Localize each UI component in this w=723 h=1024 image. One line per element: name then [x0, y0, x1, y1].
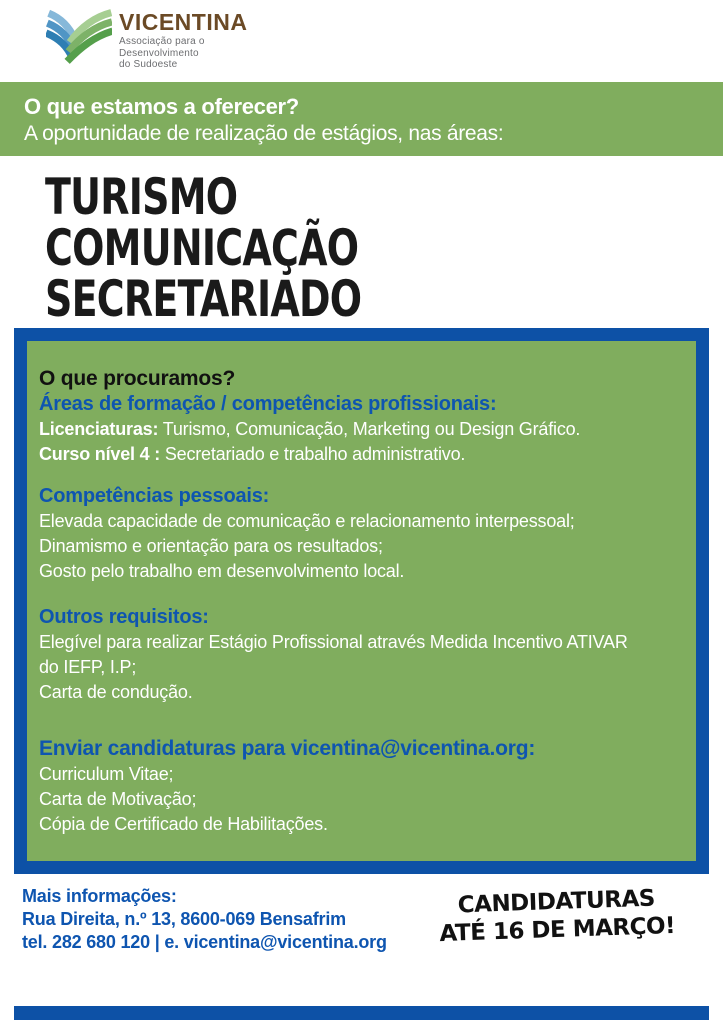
apply-line: Curriculum Vitae; — [39, 764, 174, 784]
logo-tagline — [119, 36, 247, 71]
section-personal-title: Competências pessoais: — [39, 485, 270, 507]
poster-title — [0, 156, 723, 328]
logo-textblock — [119, 8, 247, 71]
contact-address: Rua Direita, n.º 13, 8600-069 Bensafrim — [22, 909, 346, 929]
section-requirements-title: Outros requisitos: — [39, 606, 209, 628]
areas-line-curso — [39, 442, 682, 467]
apply-line: Carta de Motivação; — [39, 789, 197, 809]
title-line-secretariado: SECRETARIADO — [45, 270, 362, 328]
areas-line-lead: Licenciaturas: — [39, 419, 159, 439]
deadline-block — [439, 884, 676, 948]
contact-phone-email: tel. 282 680 120 | e. vicentina@vicentina.org — [22, 932, 387, 952]
contact-block — [22, 885, 387, 954]
section-areas-title: Áreas de formação / competências profissionais: — [39, 393, 497, 415]
apply-line: Cópia de Certificado de Habilitações. — [39, 814, 328, 834]
vicentina-logo-icon — [46, 8, 112, 66]
requirements-line: Carta de condução. — [39, 682, 193, 702]
section-apply-title: Enviar candidaturas para vicentina@vicentina.org: — [39, 737, 536, 760]
logo-wordmark: VICENTINA — [119, 9, 248, 35]
logo-tagline-line: Desenvolvimento — [119, 47, 199, 59]
requirements-line: Elegível para realizar Estágio Profissional através Medida Incentivo ATIVAR — [39, 632, 628, 652]
title-line-turismo: TURISMO — [45, 168, 238, 226]
requirements-line: do IEFP, I.P; — [39, 657, 137, 677]
footer — [0, 874, 723, 954]
box-heading: O que procuramos? — [39, 367, 236, 390]
logo-tagline-line: Associação para o — [119, 36, 205, 47]
info-box — [14, 328, 709, 874]
personal-line: Elevada capacidade de comunicação e relacionamento interpessoal; — [39, 511, 575, 531]
areas-line-text: Turismo, Comunicação, Marketing ou Design Gráfico. — [158, 419, 581, 439]
banner-subheading: A oportunidade de realização de estágios, nas áreas: — [24, 122, 504, 145]
deadline-line: ATÉ 16 DE MARÇO! — [439, 912, 676, 948]
header — [0, 0, 723, 82]
areas-line-lead: Curso nível 4 : — [39, 444, 161, 464]
contact-heading: Mais informações: — [22, 886, 177, 906]
areas-line-text: Secretariado e trabalho administrativo. — [160, 444, 466, 464]
bottom-bar — [14, 1006, 709, 1020]
logo-tagline-line: do Sudoeste — [119, 59, 178, 70]
personal-line: Gosto pelo trabalho em desenvolvimento local. — [39, 561, 405, 581]
offer-banner — [0, 82, 723, 156]
title-line-comunicacao: COMUNICAÇÃO — [45, 219, 359, 277]
personal-line: Dinamismo e orientação para os resultados; — [39, 536, 383, 556]
deadline-line: CANDIDATURAS — [457, 885, 656, 919]
banner-heading: O que estamos a oferecer? — [24, 94, 299, 119]
areas-line-licenciaturas — [39, 417, 682, 442]
